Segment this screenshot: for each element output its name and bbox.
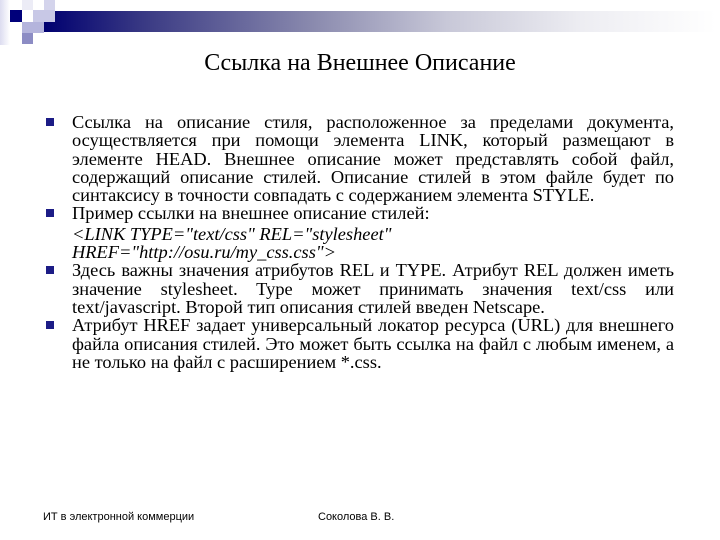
header-gradient-bar: [44, 11, 716, 32]
bullet-text: Здесь важны значения атрибутов REL и TYPE. Атрибут REL должен иметь значение stylesheet. Type может принимать значения text/css или text/javascript. Второй тип описания стилей введен Netscape.: [72, 260, 674, 317]
decorative-square: [22, 0, 33, 10]
bullet-text: Атрибут HREF задает универсальный локатор ресурса (URL) для внешнего файла описания стилей. Это может быть ссылка на файл с любым именем, а не только на файл с расширением *.css.: [72, 315, 674, 372]
square-bullet-icon: [46, 266, 54, 274]
code-line: <LINK TYPE="text/css" REL="stylesheet": [72, 223, 392, 244]
square-bullet-icon: [46, 118, 54, 126]
bullet-text: Пример ссылки на внешнее описание стилей:: [72, 203, 430, 224]
decorative-square-dark: [10, 10, 22, 22]
decorative-square: [0, 0, 10, 45]
code-line: HREF="http://osu.ru/my_css.css">: [72, 242, 336, 263]
footer-course-title: ИТ в электронной коммерции: [43, 511, 195, 523]
footer-author: Соколова В. В.: [318, 511, 395, 523]
slide-title: Ссылка на Внешнее Описание: [204, 50, 516, 76]
bullet-item: [46, 261, 674, 316]
bullet-item: [46, 113, 674, 204]
bullet-item: [46, 204, 674, 222]
decorative-square: [33, 10, 55, 22]
decorative-square: [22, 33, 33, 44]
square-bullet-icon: [46, 321, 54, 329]
slide-body: [46, 113, 674, 371]
decorative-square: [22, 22, 44, 33]
square-bullet-icon: [46, 209, 54, 217]
bullet-text: Ссылка на описание стиля, расположенное за пределами документа, осуществляется при помощи элемента LINK, который размещают в элементе HEAD. Внешнее описание может представлять собой файл, содержащий описание стилей. Описание стилей в этом файле будет по синтаксису в точности совпадать с содержанием элемента STYLE.: [72, 112, 674, 206]
bullet-item: [46, 316, 674, 371]
